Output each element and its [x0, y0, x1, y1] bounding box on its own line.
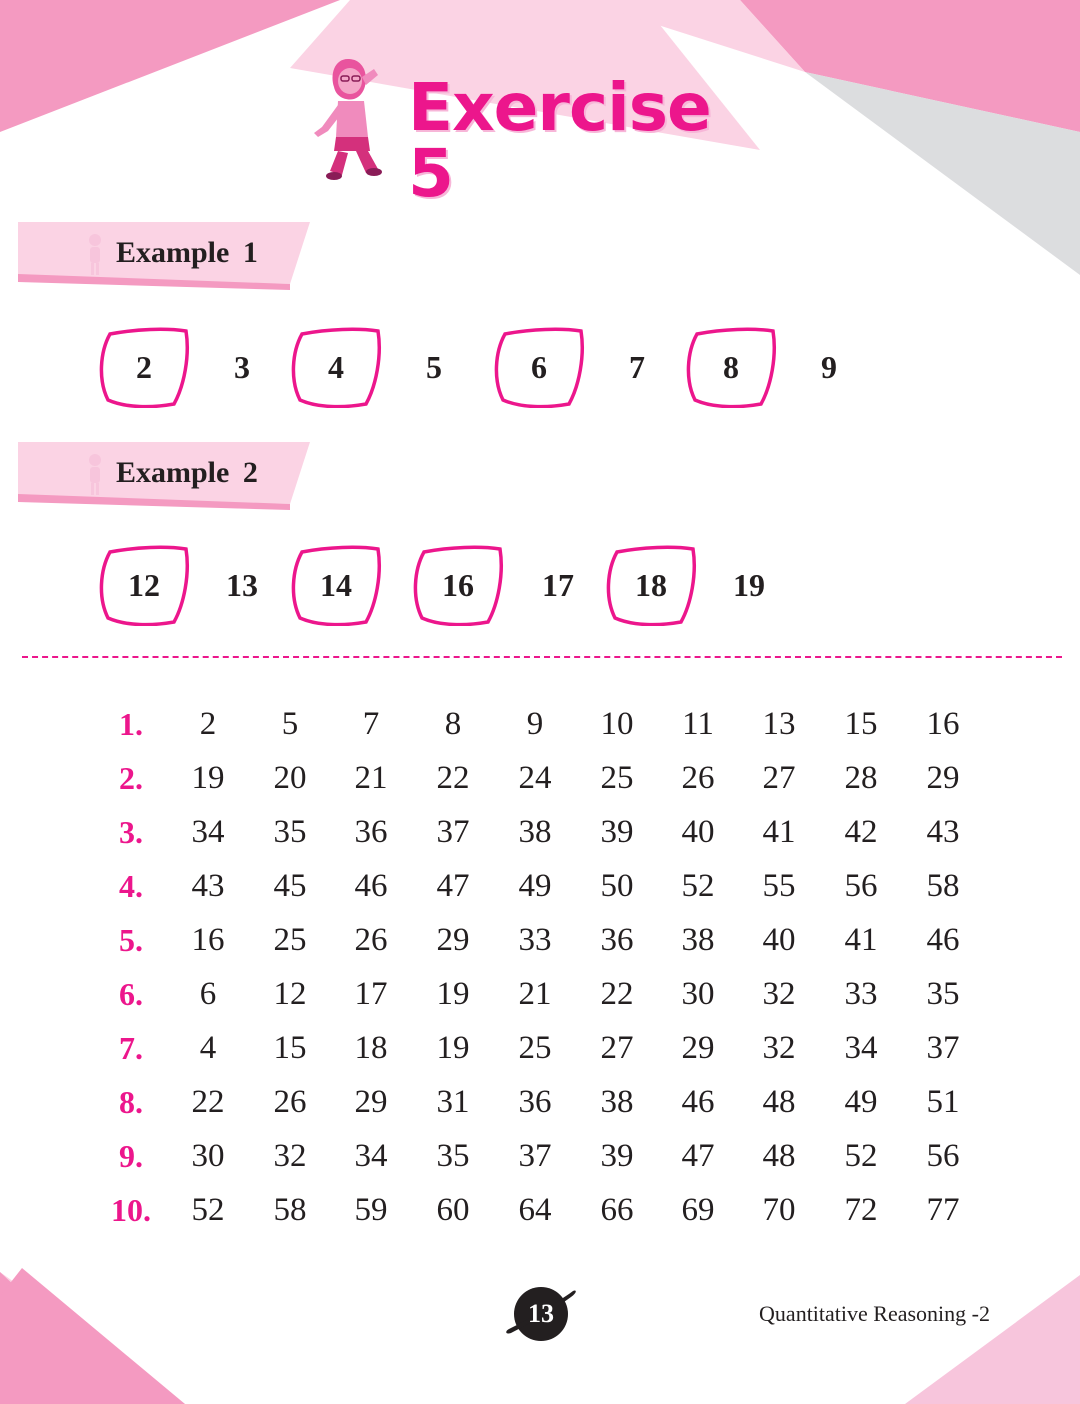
number-cell: 47 [681, 1138, 715, 1174]
number-cell: 37 [436, 814, 470, 850]
number-cell: 32 [762, 1030, 796, 1066]
number-cell: 29 [354, 1084, 388, 1120]
number-cell: 43 [926, 814, 960, 850]
row-number: 3. [119, 814, 143, 850]
number-cell: 46 [926, 922, 960, 958]
plain-number: 7 [629, 348, 645, 385]
number-cell: 21 [518, 976, 552, 1012]
number-cell: 22 [191, 1084, 225, 1120]
number-cell: 34 [844, 1030, 878, 1066]
number-cell: 13 [762, 706, 796, 742]
number-cell: 43 [191, 868, 225, 904]
number-cell: 25 [518, 1030, 552, 1066]
circled-number: 4 [288, 326, 384, 408]
number-cell: 22 [436, 760, 470, 796]
row-number: 6. [119, 976, 143, 1012]
girl-mascot-icon [308, 55, 398, 183]
number-cell: 11 [682, 706, 714, 742]
exercise-row [0, 1129, 1080, 1183]
row-number: 9. [119, 1138, 143, 1174]
number-cell: 39 [600, 1138, 634, 1174]
number-cell: 64 [518, 1192, 552, 1228]
number-cell: 69 [681, 1192, 715, 1228]
number-cell: 26 [354, 922, 388, 958]
number-cell: 24 [518, 760, 552, 796]
number-cell: 29 [681, 1030, 715, 1066]
example-1-banner [18, 222, 310, 292]
number-cell: 36 [354, 814, 388, 850]
number-cell: 2 [199, 706, 217, 742]
exercise-row [0, 913, 1080, 967]
number-cell: 27 [600, 1030, 634, 1066]
exercise-row [0, 1021, 1080, 1075]
number-cell: 59 [354, 1192, 388, 1228]
number-cell: 47 [436, 868, 470, 904]
number-cell: 32 [273, 1138, 307, 1174]
number-cell: 33 [844, 976, 878, 1012]
page-number: 13 [528, 1299, 554, 1328]
row-number: 10. [111, 1192, 151, 1228]
number-cell: 35 [273, 814, 307, 850]
number-cell: 19 [436, 976, 470, 1012]
number-cell: 49 [844, 1084, 878, 1120]
page-number-badge [505, 1283, 577, 1345]
corner-shape-top-left [0, 0, 340, 132]
number-cell: 39 [600, 814, 634, 850]
number-cell: 77 [926, 1192, 960, 1228]
plain-number: 19 [733, 566, 765, 603]
plain-number: 13 [226, 566, 258, 603]
number-cell: 38 [600, 1084, 634, 1120]
number-cell: 20 [273, 760, 307, 796]
row-number: 7. [119, 1030, 143, 1066]
number-cell: 58 [926, 868, 960, 904]
number-cell: 19 [191, 760, 225, 796]
row-number: 4. [119, 868, 143, 904]
number-cell: 55 [762, 868, 796, 904]
number-cell: 45 [273, 868, 307, 904]
corner-shape-bottom-left-tri [0, 1268, 185, 1404]
mini-mascot-icon [84, 452, 106, 498]
mini-mascot-icon [84, 232, 106, 278]
circled-number: 6 [491, 326, 587, 408]
number-cell: 15 [273, 1030, 307, 1066]
number-cell: 37 [926, 1030, 960, 1066]
number-cell: 16 [926, 706, 960, 742]
example-2-label: Example 2 [116, 456, 258, 489]
number-cell: 16 [191, 922, 225, 958]
number-cell: 22 [600, 976, 634, 1012]
row-number: 1. [119, 706, 143, 742]
row-number: 8. [119, 1084, 143, 1120]
number-cell: 29 [436, 922, 470, 958]
number-cell: 52 [844, 1138, 878, 1174]
number-cell: 58 [273, 1192, 307, 1228]
number-cell: 8 [444, 706, 462, 742]
number-cell: 27 [762, 760, 796, 796]
exercise-header [300, 55, 720, 212]
exercise-row [0, 1183, 1080, 1237]
number-cell: 19 [436, 1030, 470, 1066]
number-cell: 32 [762, 976, 796, 1012]
circled-number: 12 [96, 544, 192, 626]
exercise-row [0, 859, 1080, 913]
circled-number: 14 [288, 544, 384, 626]
number-cell: 21 [354, 760, 388, 796]
number-cell: 50 [600, 868, 634, 904]
number-cell: 4 [199, 1030, 217, 1066]
plain-number: 17 [542, 566, 574, 603]
number-cell: 33 [518, 922, 552, 958]
number-cell: 35 [436, 1138, 470, 1174]
number-cell: 36 [518, 1084, 552, 1120]
number-cell: 26 [681, 760, 715, 796]
exercise-row [0, 967, 1080, 1021]
number-cell: 17 [354, 976, 388, 1012]
number-cell: 38 [518, 814, 552, 850]
number-cell: 38 [681, 922, 715, 958]
number-cell: 28 [844, 760, 878, 796]
number-cell: 60 [436, 1192, 470, 1228]
number-cell: 10 [600, 706, 634, 742]
number-cell: 41 [844, 922, 878, 958]
example-1-label: Example 1 [116, 236, 258, 269]
exercise-row [0, 751, 1080, 805]
number-cell: 34 [354, 1138, 388, 1174]
number-cell: 7 [362, 706, 380, 742]
number-cell: 41 [762, 814, 796, 850]
number-cell: 40 [762, 922, 796, 958]
number-cell: 37 [518, 1138, 552, 1174]
plain-number: 3 [234, 348, 250, 385]
number-cell: 25 [273, 922, 307, 958]
exercise-row [0, 697, 1080, 751]
book-title: Quantitative Reasoning -2 [759, 1301, 990, 1326]
dashed-divider [22, 656, 1062, 658]
number-cell: 52 [681, 868, 715, 904]
number-cell: 66 [600, 1192, 634, 1228]
number-cell: 49 [518, 868, 552, 904]
number-cell: 26 [273, 1084, 307, 1120]
plain-number: 9 [821, 348, 837, 385]
number-cell: 6 [199, 976, 217, 1012]
circled-number: 2 [96, 326, 192, 408]
page-title: Exercise 5 [408, 69, 711, 212]
number-cell: 5 [281, 706, 299, 742]
plain-number: 5 [426, 348, 442, 385]
exercise-row [0, 805, 1080, 859]
circled-number: 18 [603, 544, 699, 626]
number-cell: 40 [681, 814, 715, 850]
number-cell: 25 [600, 760, 634, 796]
number-cell: 30 [191, 1138, 225, 1174]
number-cell: 52 [191, 1192, 225, 1228]
number-cell: 31 [436, 1084, 470, 1120]
number-cell: 36 [600, 922, 634, 958]
number-cell: 56 [844, 868, 878, 904]
number-cell: 15 [844, 706, 878, 742]
number-cell: 18 [354, 1030, 388, 1066]
number-cell: 48 [762, 1084, 796, 1120]
number-cell: 34 [191, 814, 225, 850]
number-cell: 72 [844, 1192, 878, 1228]
number-cell: 46 [681, 1084, 715, 1120]
number-cell: 51 [926, 1084, 960, 1120]
number-cell: 30 [681, 976, 715, 1012]
number-cell: 42 [844, 814, 878, 850]
number-cell: 29 [926, 760, 960, 796]
row-number: 5. [119, 922, 143, 958]
number-cell: 70 [762, 1192, 796, 1228]
number-cell: 56 [926, 1138, 960, 1174]
number-cell: 46 [354, 868, 388, 904]
number-cell: 12 [273, 976, 307, 1012]
number-cell: 35 [926, 976, 960, 1012]
circled-number: 16 [410, 544, 506, 626]
corner-shape-bottom-right [905, 1275, 1080, 1404]
number-cell: 48 [762, 1138, 796, 1174]
example-2-banner [18, 442, 310, 512]
row-number: 2. [119, 760, 143, 796]
exercise-row [0, 1075, 1080, 1129]
circled-number: 8 [683, 326, 779, 408]
number-cell: 9 [526, 706, 544, 742]
